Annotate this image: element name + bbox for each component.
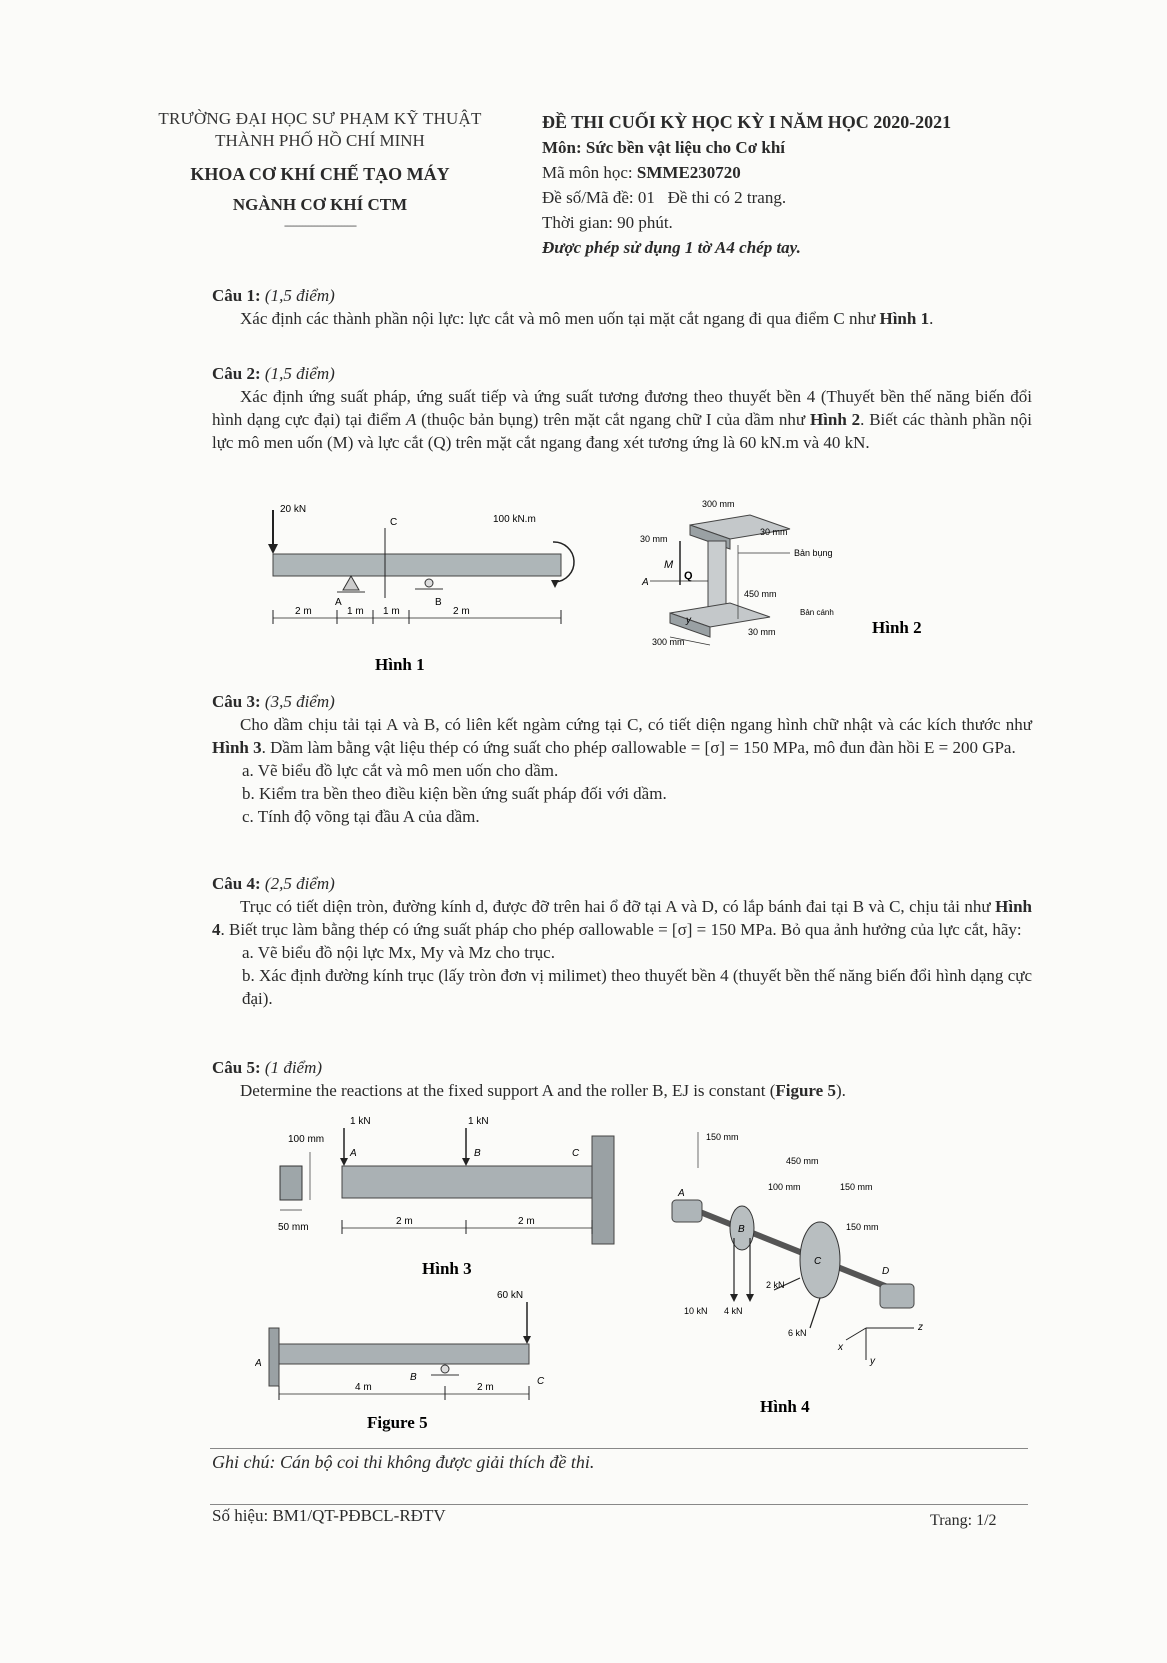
question-1-points: (1,5 điểm) xyxy=(264,286,335,305)
fig5-roller-b xyxy=(441,1365,449,1373)
fig3-dim-2: 2 m xyxy=(518,1216,535,1227)
fig4-axis-z-label: z xyxy=(918,1322,923,1333)
note-divider xyxy=(210,1448,1028,1449)
fig3-cross-section xyxy=(280,1166,302,1200)
figure-4 xyxy=(670,1128,990,1428)
footer-note: Ghi chú: Cán bộ coi thi không được giải thích đề thi. xyxy=(212,1452,595,1472)
fig1-dim-1: 2 m xyxy=(295,606,312,617)
question-3-text1: Cho dầm chịu tải tại A và B, có liên kết ngàm cứng tại C, có tiết diện ngang hình chữ nhật và các kích thước như xyxy=(240,715,1032,734)
fig4-force-6kn xyxy=(810,1298,820,1328)
question-5 xyxy=(212,1056,1032,1102)
fig1-beam xyxy=(273,554,561,576)
fig2-height-label: 450 mm xyxy=(744,589,777,599)
major-name: NGÀNH CƠ KHÍ CTM xyxy=(232,195,408,214)
exam-number: Đề số/Mã đề: 01 xyxy=(542,188,655,207)
fig3-load-a-head xyxy=(340,1158,348,1166)
school-name-line2: THÀNH PHỐ HỒ CHÍ MINH xyxy=(215,131,425,150)
form-code: Số hiệu: BM1/QT-PĐBCL-RĐTV xyxy=(212,1506,446,1525)
exam-number-line xyxy=(542,185,1042,210)
question-4-text1: Trục có tiết diện tròn, đường kính d, được đỡ trên hai ổ đỡ tại A và D, có lắp bánh đai tại B và C, chịu tải như xyxy=(240,897,991,916)
fig1-caption: Hình 1 xyxy=(375,655,425,674)
fig2-y-axis: y xyxy=(686,615,691,626)
question-3-text2: . Dầm làm bằng vật liệu thép có ứng suất cho phép σallowable = [σ] = 150 MPa, mô đun đàn hồi E = 200 GPa. xyxy=(261,738,1016,757)
fig4-caption: Hình 4 xyxy=(760,1397,810,1416)
fig4-force-4kn-head xyxy=(746,1294,754,1302)
fig5-beam xyxy=(279,1344,529,1364)
fig2-caption: Hình 2 xyxy=(872,618,922,637)
fig2-bottom-width: 300 mm xyxy=(652,637,685,647)
figure-5 xyxy=(255,1284,585,1434)
question-4-points: (2,5 điểm) xyxy=(264,874,335,893)
fig4-bearing-d xyxy=(880,1284,914,1308)
fig2-bottom-thickness: 30 mm xyxy=(748,627,776,637)
question-4-part-b: b. Xác định đường kính trục (lấy tròn đơn vị milimet) theo thuyết bền 4 (thuyết bền thế năng biến đổi hình dạng cực đại). xyxy=(242,966,1032,1008)
fig4-force-4kn-label: 4 kN xyxy=(724,1306,743,1316)
figure-1 xyxy=(255,500,585,675)
school-name-line1: TRƯỜNG ĐẠI HỌC SƯ PHẠM KỸ THUẬT xyxy=(158,109,482,128)
question-2-text1: Xác định ứng suất pháp, ứng suất tiếp và ứng suất tương đương theo thuyết bền 4 (Thuyết bền thế năng biến đổi hình dạng cực đại) tại điểm xyxy=(212,387,1032,429)
question-5-head: Câu 5: xyxy=(212,1058,261,1077)
fig3-dim-1: 2 m xyxy=(396,1216,413,1227)
figure-2 xyxy=(640,495,1040,685)
course-code: SMME230720 xyxy=(636,163,741,182)
fig4-force-10kn-label: 10 kN xyxy=(684,1306,708,1316)
fig5-caption: Figure 5 xyxy=(367,1413,428,1432)
fig5-point-a: A xyxy=(255,1358,262,1369)
fig4-force-10kn-head xyxy=(730,1294,738,1302)
question-5-text: Determine the reactions at the fixed support A and the roller B, EJ is constant ( xyxy=(240,1081,776,1100)
question-5-ref: Figure 5 xyxy=(775,1081,836,1100)
question-1-ref: Hình 1 xyxy=(879,309,930,328)
subject-name: Sức bền vật liệu cho Cơ khí xyxy=(585,138,786,157)
question-2-var-a: A xyxy=(405,410,417,429)
question-2-text3: . Biết các thành phần nội lực mô men uốn (M) và lực cắt (Q) trên mặt cắt ngang đang xét tương ứng là 60 kN.m và 40 kN. xyxy=(212,410,1033,452)
question-4-text2: . Biết trục làm bằng thép có ứng suất pháp cho phép σallowable = [σ] = 150 MPa. Bỏ qua ảnh hưởng của lực cắt, hãy: xyxy=(220,920,1022,939)
question-2-points: (1,5 điểm) xyxy=(264,364,335,383)
fig4-dim-3: 100 mm xyxy=(768,1182,801,1192)
fig1-support-b xyxy=(425,579,433,587)
fig3-point-a: A xyxy=(350,1148,357,1159)
fig5-dim-1: 4 m xyxy=(355,1382,372,1393)
question-2-text2: (thuộc bản bụng) trên mặt cắt ngang chữ I của dầm như xyxy=(421,410,806,429)
question-3-head: Câu 3: xyxy=(212,692,261,711)
exam-title: ĐỀ THI CUỐI KỲ HỌC KỲ I NĂM HỌC 2020-2021 xyxy=(542,112,952,132)
fig4-point-d: D xyxy=(882,1266,890,1277)
exam-pages: Đề thi có 2 trang. xyxy=(667,188,787,207)
subject-line xyxy=(542,135,1042,160)
question-1 xyxy=(212,284,1032,330)
figure-3 xyxy=(270,1112,630,1287)
fig5-point-b: B xyxy=(410,1372,417,1383)
faculty-name: KHOA CƠ KHÍ CHẾ TẠO MÁY xyxy=(190,164,450,184)
fig4-force-6kn-label: 6 kN xyxy=(788,1328,807,1338)
fig4-point-c: C xyxy=(814,1256,822,1267)
fig2-web-thickness: 30 mm xyxy=(760,527,788,537)
fig4-point-b: B xyxy=(738,1224,745,1235)
question-3-part-b: b. Kiểm tra bền theo điều kiện bền ứng suất pháp đối với dầm. xyxy=(242,784,667,803)
fig3-caption: Hình 3 xyxy=(422,1259,472,1278)
fig4-point-a: A xyxy=(678,1188,685,1199)
fig4-dim-1: 150 mm xyxy=(706,1132,739,1142)
question-4-ref: Hình 4 xyxy=(212,897,1032,939)
fig5-load-head xyxy=(523,1336,531,1344)
fig4-dim-2: 450 mm xyxy=(786,1156,819,1166)
fig1-support-a xyxy=(343,576,359,590)
fig3-fixed-wall xyxy=(592,1136,614,1244)
fig2-flange-left-dim: 30 mm xyxy=(640,534,668,544)
exam-time: Thời gian: 90 phút. xyxy=(542,213,673,232)
question-3-ref: Hình 3 xyxy=(212,738,262,757)
course-code-line xyxy=(542,160,1042,185)
fig2-shear-label: Q xyxy=(684,570,693,582)
question-2-head: Câu 2: xyxy=(212,364,261,383)
question-5-end: ). xyxy=(835,1081,846,1100)
page-number: Trang: 1/2 xyxy=(930,1512,997,1529)
fig2-moment-label: M xyxy=(664,559,674,571)
fig1-load-label: 20 kN xyxy=(280,504,307,515)
question-2-ref: Hình 2 xyxy=(809,410,861,429)
fig4-axis-y-label: y xyxy=(870,1356,875,1367)
fig5-fixed-wall xyxy=(269,1328,279,1386)
fig4-axis-x-label: x xyxy=(838,1342,843,1353)
question-2 xyxy=(212,362,1032,454)
subject-label: Môn: xyxy=(542,138,582,157)
question-4-head: Câu 4: xyxy=(212,874,261,893)
footer-divider xyxy=(210,1504,1028,1505)
fig1-dim-3: 1 m xyxy=(383,606,400,617)
question-1-head: Câu 1: xyxy=(212,286,261,305)
fig1-label-c: C xyxy=(390,517,398,528)
question-3 xyxy=(212,690,1032,828)
fig3-width-label: 50 mm xyxy=(278,1222,309,1233)
question-3-part-a: a. Vẽ biểu đồ lực cắt và mô men uốn cho dầm. xyxy=(242,761,559,780)
fig2-top-width: 300 mm xyxy=(702,499,735,509)
header-left xyxy=(120,108,520,233)
fig1-dim-4: 2 m xyxy=(453,606,470,617)
fig3-height-label: 100 mm xyxy=(288,1134,325,1145)
fig1-label-b: B xyxy=(435,597,442,608)
header-right xyxy=(542,110,1042,260)
fig3-load-b-head xyxy=(462,1158,470,1166)
fig1-label-a: A xyxy=(335,597,342,608)
fig2-flange-label: Bản cánh xyxy=(800,608,834,617)
fig1-dim-2: 1 m xyxy=(347,606,364,617)
question-1-text: Xác định các thành phần nội lực: lực cắt và mô men uốn tại mặt cắt ngang đi qua điểm C như xyxy=(240,309,876,328)
fig5-point-c: C xyxy=(537,1376,545,1387)
header-divider: ------------------------ xyxy=(284,218,356,232)
fig3-load-b-label: 1 kN xyxy=(468,1116,489,1127)
fig4-axis-x xyxy=(846,1328,866,1340)
question-4 xyxy=(212,872,1032,1010)
allowed-materials: Được phép sử dụng 1 tờ A4 chép tay. xyxy=(542,238,801,257)
fig4-bearing-a xyxy=(672,1200,702,1222)
question-1-end: . xyxy=(929,309,934,328)
fig1-moment-arrowhead xyxy=(551,580,559,588)
course-code-label: Mã môn học: xyxy=(542,163,633,182)
question-5-points: (1 điểm) xyxy=(264,1058,323,1077)
fig1-load-arrowhead xyxy=(268,544,278,554)
fig3-point-c: C xyxy=(572,1148,580,1159)
fig3-load-a-label: 1 kN xyxy=(350,1116,371,1127)
question-3-part-c: c. Tính độ võng tại đầu A của dầm. xyxy=(242,807,480,826)
fig5-dim-2: 2 m xyxy=(477,1382,494,1393)
fig3-point-b: B xyxy=(474,1148,481,1159)
fig1-moment-label: 100 kN.m xyxy=(493,514,536,525)
question-4-part-a: a. Vẽ biểu đồ nội lực Mx, My và Mz cho trục. xyxy=(242,943,555,962)
fig4-dim-4: 150 mm xyxy=(840,1182,873,1192)
fig5-load-label: 60 kN xyxy=(497,1290,524,1301)
fig4-force-2kn-label: 2 kN xyxy=(766,1280,785,1290)
fig2-web-label: Bản bụng xyxy=(794,548,833,558)
fig3-beam xyxy=(342,1166,592,1198)
question-3-points: (3,5 điểm) xyxy=(264,692,335,711)
fig4-dim-5: 150 mm xyxy=(846,1222,879,1232)
fig2-point-a: A xyxy=(642,577,649,588)
